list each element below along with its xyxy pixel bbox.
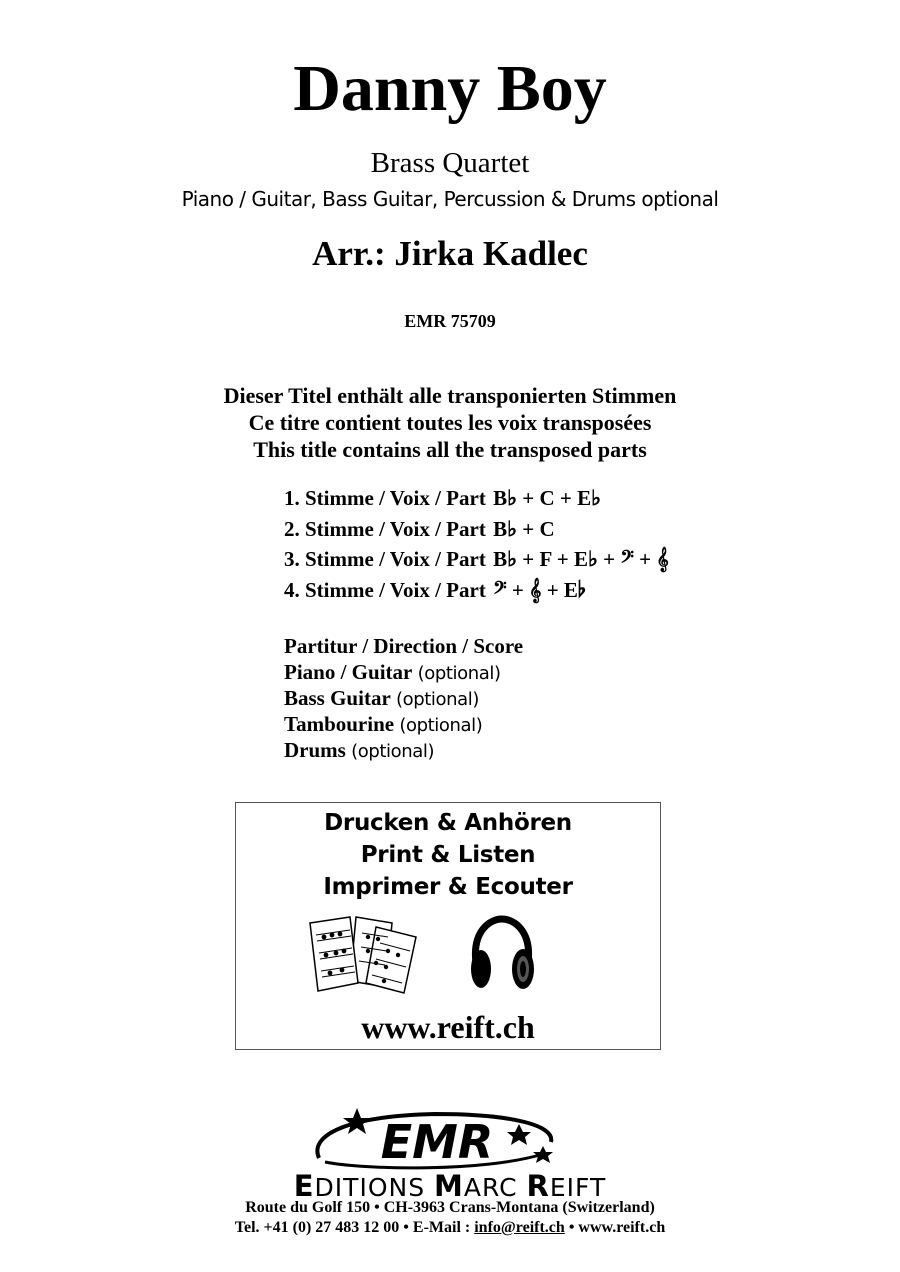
publisher-address: Route du Golf 150 • CH-3963 Crans-Montana (Switzerland) — [245, 1199, 655, 1216]
headphones-icon — [468, 915, 536, 993]
extra-part-note: (optional) — [399, 715, 483, 736]
website-link[interactable]: www.reift.ch — [361, 1009, 535, 1045]
parts-list — [284, 483, 671, 605]
part-label: 2. Stimme / Voix / Part — [284, 516, 486, 541]
extra-part-name: Piano / Guitar — [284, 660, 413, 684]
emr-logo — [305, 1108, 565, 1174]
promo-line-fr: Imprimer & Ecouter — [323, 874, 573, 900]
extra-part-name: Bass Guitar — [284, 686, 391, 710]
extra-parts-list — [284, 633, 523, 763]
extra-part — [284, 711, 523, 737]
part-row — [284, 575, 671, 606]
publisher-name: EDITIONS MARC REIFT — [293, 1169, 607, 1203]
subtitle: Brass Quartet — [370, 147, 530, 179]
extra-part-note: (optional) — [351, 741, 435, 762]
extra-part — [284, 659, 523, 685]
extra-part — [284, 685, 523, 711]
arranger: Arr.: Jirka Kadlec — [312, 234, 588, 273]
logo-text: EMR — [380, 1115, 494, 1169]
email-link[interactable]: info@reift.ch — [474, 1219, 565, 1236]
extra-part — [284, 633, 523, 659]
extra-part — [284, 737, 523, 763]
page-title: Danny Boy — [293, 52, 607, 125]
part-keys: B♭ + F + E♭ + 𝄢 + 𝄞 — [493, 547, 669, 571]
extra-part-name: Drums — [284, 738, 346, 762]
transposition-notice — [0, 382, 900, 463]
part-keys: B♭ + C — [493, 516, 555, 541]
notice-line-fr: Ce titre contient toutes les voix transposées — [248, 410, 652, 435]
print-listen-box — [235, 802, 661, 1050]
part-label: 3. Stimme / Voix / Part — [284, 547, 486, 571]
extra-part-name: Tambourine — [284, 712, 395, 736]
phone-text: Tel. +41 (0) 27 483 12 00 • E-Mail : — [234, 1219, 475, 1236]
instrumentation: Piano / Guitar, Bass Guitar, Percussion & Drums optional — [181, 187, 719, 211]
notice-line-de: Dieser Titel enthält alle transponierten Stimmen — [223, 383, 677, 408]
publisher-contact — [0, 1218, 900, 1238]
web-text: • www.reift.ch — [564, 1219, 666, 1236]
promo-line-en: Print & Listen — [360, 842, 536, 868]
part-label: 4. Stimme / Voix / Part — [284, 577, 486, 602]
part-row — [284, 544, 671, 575]
catalog-number: EMR 75709 — [404, 311, 496, 331]
part-label: 1. Stimme / Voix / Part — [284, 486, 486, 510]
part-keys: 𝄢 + 𝄞 + E♭ — [493, 577, 586, 602]
part-keys: B♭ + C + E♭ — [493, 486, 602, 510]
extra-part-name: Partitur / Direction / Score — [284, 634, 524, 658]
notice-line-en: This title contains all the transposed parts — [253, 437, 647, 462]
part-row — [284, 483, 671, 514]
extra-part-note: (optional) — [417, 663, 501, 684]
part-row — [284, 514, 671, 545]
sheet-music-icon — [306, 913, 422, 995]
extra-part-note: (optional) — [396, 689, 480, 710]
promo-line-de: Drucken & Anhören — [324, 810, 572, 836]
